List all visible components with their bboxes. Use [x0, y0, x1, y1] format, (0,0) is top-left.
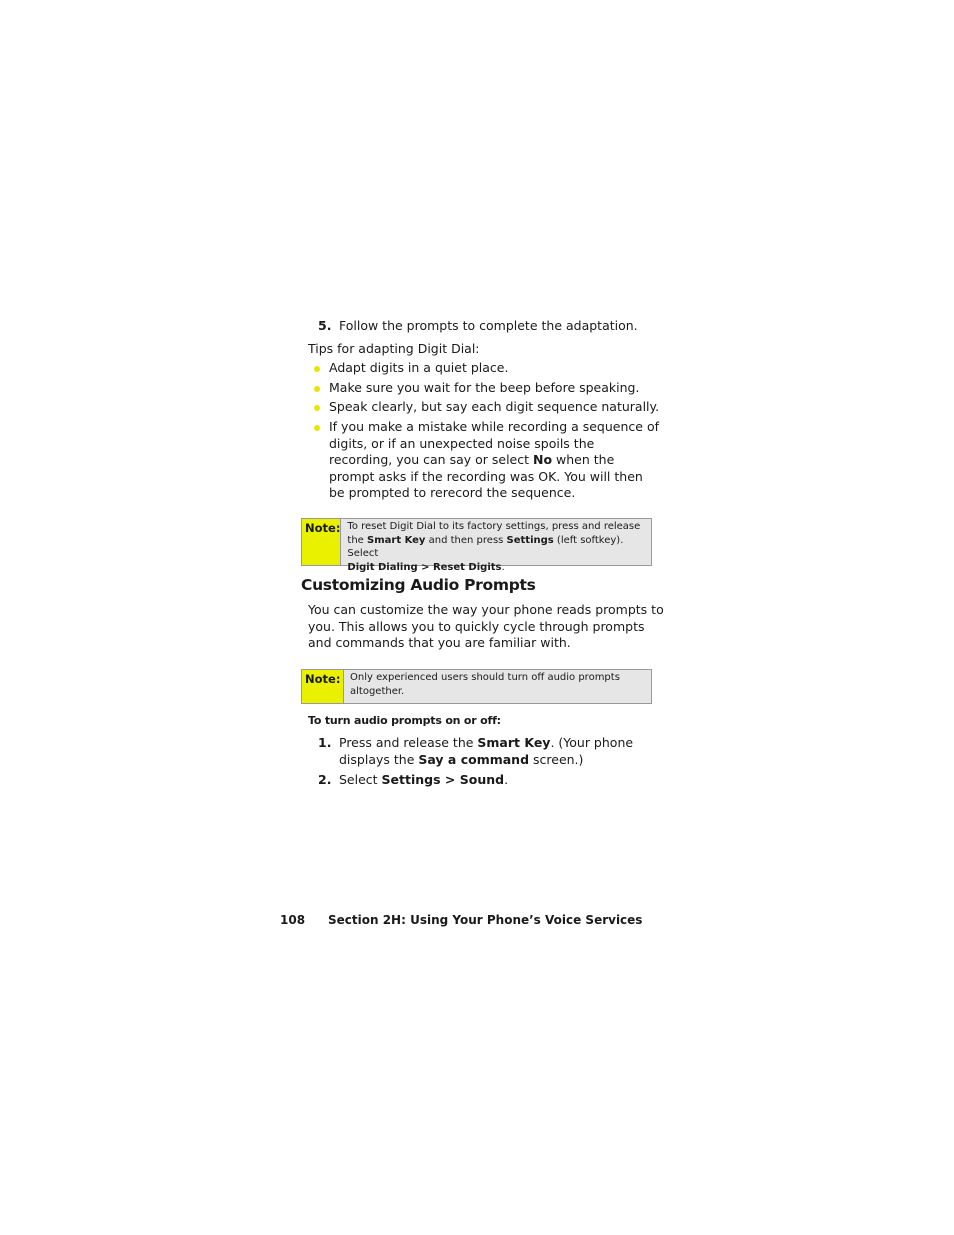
note-text: Only experienced users should turn off audio prompts altogether.	[350, 672, 620, 697]
step-number: 1.	[318, 735, 332, 750]
list-item: Adapt digits in a quiet place.	[329, 360, 509, 375]
list-item: If you make a mistake while recording a sequence of digits, or if an unexpected noise spoils the recording, you can say or select No when the prompt asks if the recording was OK. You will then be prompted to rerecord the sequence.	[329, 419, 659, 500]
bullet-icon	[314, 386, 320, 392]
step-text: Select Settings > Sound.	[339, 772, 509, 787]
step-number: 5.	[318, 318, 332, 333]
note-label: Note:	[302, 670, 344, 703]
step-number: 2.	[318, 772, 332, 787]
list-item: Speak clearly, but say each digit sequence naturally.	[329, 399, 660, 414]
intro-paragraph: You can customize the way your phone reads prompts to you. This allows you to quickly cycle through prompts and commands that you are familiar with.	[308, 602, 664, 650]
note-box	[301, 669, 652, 704]
subheading: To turn audio prompts on or off:	[308, 714, 501, 727]
section-heading: Customizing Audio Prompts	[301, 576, 536, 594]
step-text: Press and release the Smart Key. (Your phone displays the Say a command screen.)	[339, 735, 634, 767]
page-number: 108	[280, 913, 306, 927]
tips-intro: Tips for adapting Digit Dial:	[308, 341, 480, 356]
no-option-label: No	[533, 452, 553, 467]
bullet-icon	[314, 405, 320, 411]
list-item: Make sure you wait for the beep before speaking.	[329, 380, 640, 395]
note-text: To reset Digit Dial to its factory settings, press and release the Smart Key and then press Settings (left softkey). Select Digit Dialing > Reset Digits.	[347, 521, 641, 573]
step-text: Follow the prompts to complete the adaptation.	[339, 318, 638, 333]
note-label: Note:	[302, 519, 341, 565]
section-title: Section 2H: Using Your Phone’s Voice Services	[328, 913, 643, 927]
bullet-icon	[314, 366, 320, 372]
note-box	[301, 518, 652, 573]
bullet-icon	[314, 425, 320, 431]
